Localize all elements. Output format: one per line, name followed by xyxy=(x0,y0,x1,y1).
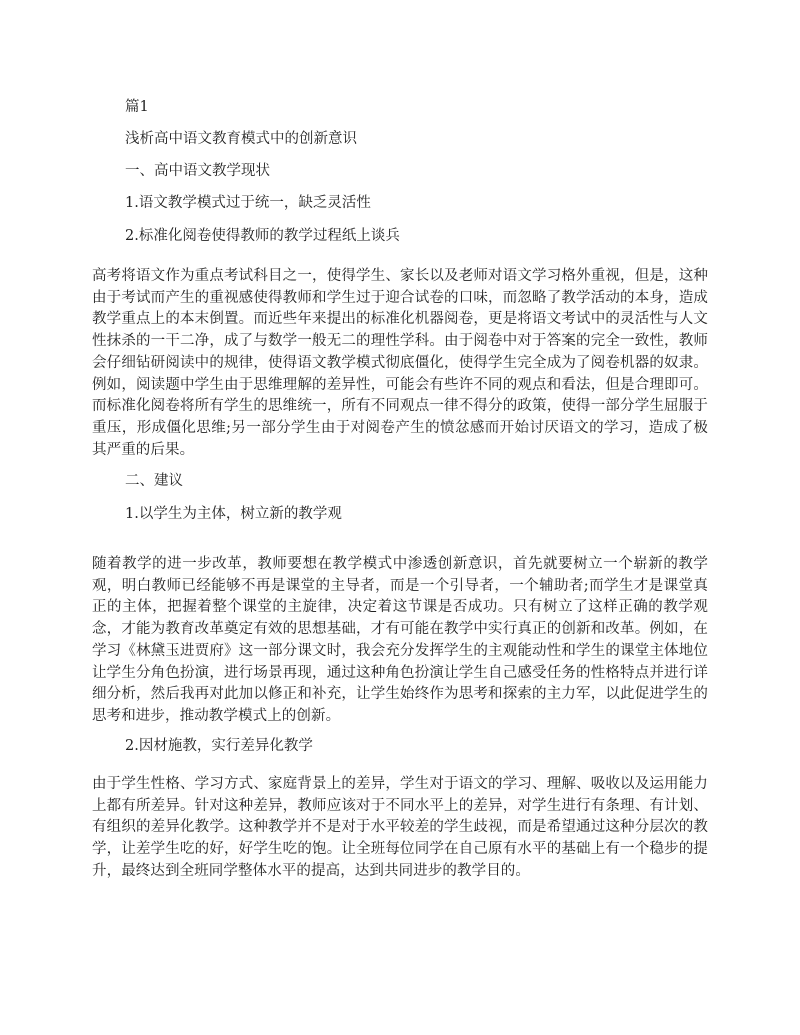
heading-suggestions: 二、建议 xyxy=(125,473,183,489)
heading-current-status: 一、高中语文教学现状 xyxy=(125,163,270,179)
subheading-standard-grading: 2.标准化阅卷使得教师的教学过程纸上谈兵 xyxy=(125,228,400,244)
section-label: 篇1 xyxy=(125,99,149,115)
paragraph-new-teaching-view: 随着教学的进一步改革，教师要想在教学模式中渗透创新意识，首先就要树立一个崭新的教学观，明白教师已经能够不再是课堂的主导者，而是一个引导者，一个辅助者;而学生才是课堂真正的主体，把握着整个课堂的主旋律，决定着这节课是否成功。只有树立了这样正确的教学观念，才能为教育改革奠定有效的思想基础，才有可能在教学中实行真正的创新和改革。例如，在学习《林黛玉进贾府》这一部分课文时，我会充分发挥学生的主观能动性和学生的课堂主体地位让学生分角色扮演，进行场景再现，通过这种角色扮演让学生自己感受任务的性格特点并进行详细分析，然后我再对此加以修正和补充，让学生始终作为思考和探索的主力军，以此促进学生的思考和进步，推动教学模式上的创新。 xyxy=(92,556,708,724)
subheading-uniform-mode: 1.语文教学模式过于统一，缺乏灵活性 xyxy=(125,195,371,211)
subheading-student-centered: 1.以学生为主体，树立新的教学观 xyxy=(125,506,342,522)
paragraph-exam-pressure: 高考将语文作为重点考试科目之一，使得学生、家长以及老师对语文学习格外重视，但是，这种由于考试而产生的重视感使得教师和学生过于迎合试卷的口味，而忽略了教学活动的本身，造成教学重点上的本末倒置。而近些年来提出的标准化机器阅卷，更是将语文考试中的灵活性与人文性抹杀的一干二净，成了与数学一般无二的理性学科。由于阅卷中对于答案的完全一致性，教师会仔细钻研阅读中的规律，使得语文教学模式彻底僵化，使得学生完全成为了阅卷机器的奴隶。例如，阅读题中学生由于思维理解的差异性，可能会有些许不同的观点和看法，但是合理即可。而标准化阅卷将所有学生的思维统一，所有不同观点一律不得分的政策，使得一部分学生屈服于重压，形成僵化思维;另一部分学生由于对阅卷产生的愤忿感而开始讨厌语文的学习，造成了极其严重的后果。 xyxy=(92,268,708,458)
paragraph-differentiated-teaching: 由于学生性格、学习方式、家庭背景上的差异，学生对于语文的学习、理解、吸收以及运用能力上都有所差异。针对这种差异，教师应该对于不同水平上的差异，对学生进行有条理、有计划、有组织的差异化教学。这种教学并不是对于水平较差的学生歧视，而是希望通过这种分层次的教学，让差学生吃的好，好学生吃的饱。让全班每位同学在自己原有水平的基础上有一个稳步的提升，最终达到全班同学整体水平的提高，达到共同进步的教学目的。 xyxy=(92,776,708,879)
document-title: 浅析高中语文教育模式中的创新意识 xyxy=(125,131,357,147)
subheading-differentiated: 2.因材施教，实行差异化教学 xyxy=(125,738,313,754)
